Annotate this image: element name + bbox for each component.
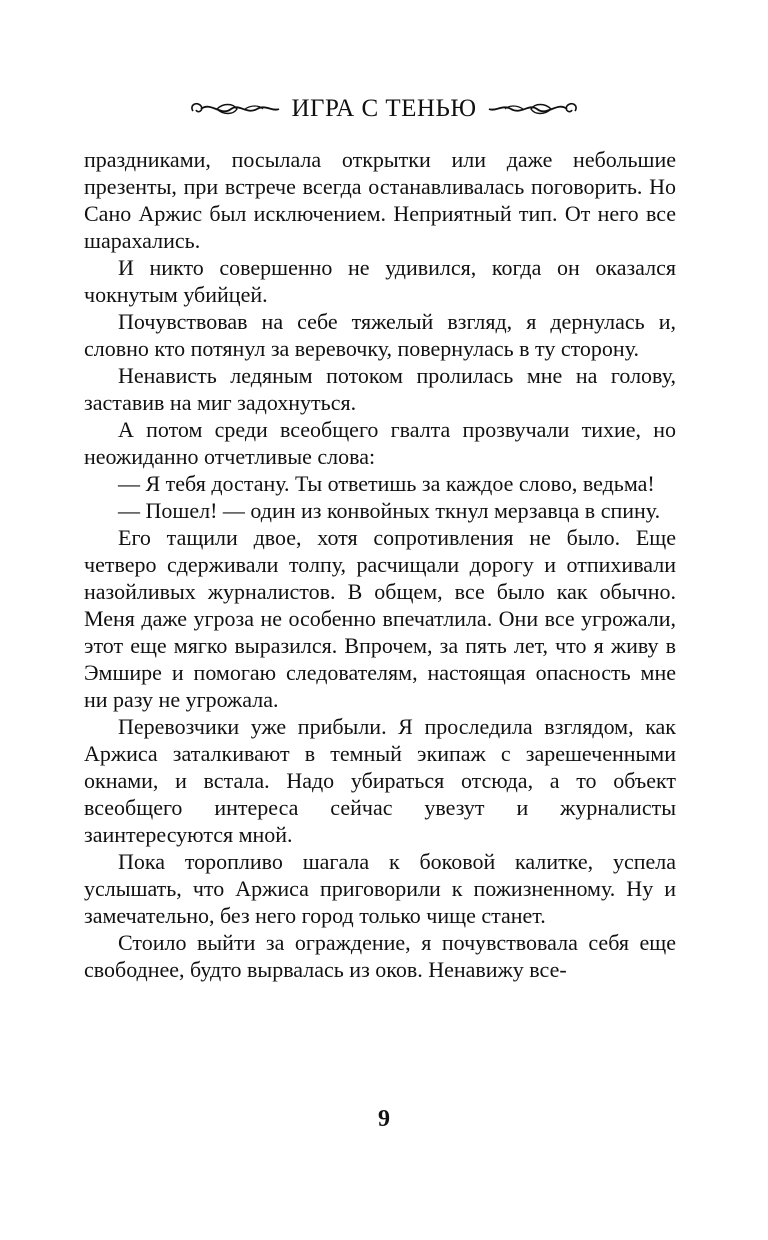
paragraph: Почувствовав на себе тяжелый взгляд, я дернулась и, словно кто потянул за веревочку, повернулась в ту сторону.	[84, 309, 676, 361]
dialogue-paragraph: — Пошел! — один из конвойных ткнул мерзавца в спину.	[118, 498, 661, 523]
page-body-text	[84, 146, 676, 983]
paragraph: А потом среди всеобщего гвалта прозвучали тихие, но неожиданно отчетливые слова:	[84, 417, 676, 469]
running-title: ИГРА С ТЕНЬЮ	[291, 95, 477, 122]
paragraph: И никто совершенно не удивился, когда он оказался чокнутым убийцей.	[84, 255, 676, 307]
paragraph: праздниками, посылала открытки или даже небольшие презенты, при встрече всегда останавливалась поговорить. Но Сано Аржис был исключением. Неприятный тип. От него все шарахались.	[84, 147, 676, 253]
running-header	[0, 92, 768, 126]
paragraph: Пока торопливо шагала к боковой калитке, успела услышать, что Аржиса приговорили к пожизненному. Ну и замечательно, без него город только чище станет.	[84, 849, 676, 928]
paragraph: Ненависть ледяным потоком пролилась мне на голову, заставив на миг задохнуться.	[84, 363, 676, 415]
paragraph: Его тащили двое, хотя сопротивления не было. Еще четверо сдерживали толпу, расчищали дорогу и отпихивали назойливых журналистов. В общем, все было как обычно. Меня даже угроза не особенно впечатлила. Они все угрожали, этот еще мягко выразился. Впрочем, за пять лет, что я живу в Эмшире и помогаю следователям, настоящая опасность мне ни разу не угрожала.	[84, 525, 676, 712]
paragraph: Стоило выйти за ограждение, я почувствовала себя еще свободнее, будто вырвалась из оков. Ненавижу все-	[84, 930, 676, 982]
right-flourish-ornament	[485, 97, 581, 121]
page-number: 9	[378, 1106, 390, 1132]
paragraph: Перевозчики уже прибыли. Я проследила взглядом, как Аржиса заталкивают в темный экипаж с зарешеченными окнами, и встала. Надо убираться отсюда, а то объект всеобщего интереса сейчас увезут и журналисты заинтересуются мной.	[84, 714, 676, 847]
dialogue-paragraph: — Я тебя достану. Ты ответишь за каждое слово, ведьма!	[118, 471, 655, 496]
left-flourish-ornament	[187, 97, 283, 121]
